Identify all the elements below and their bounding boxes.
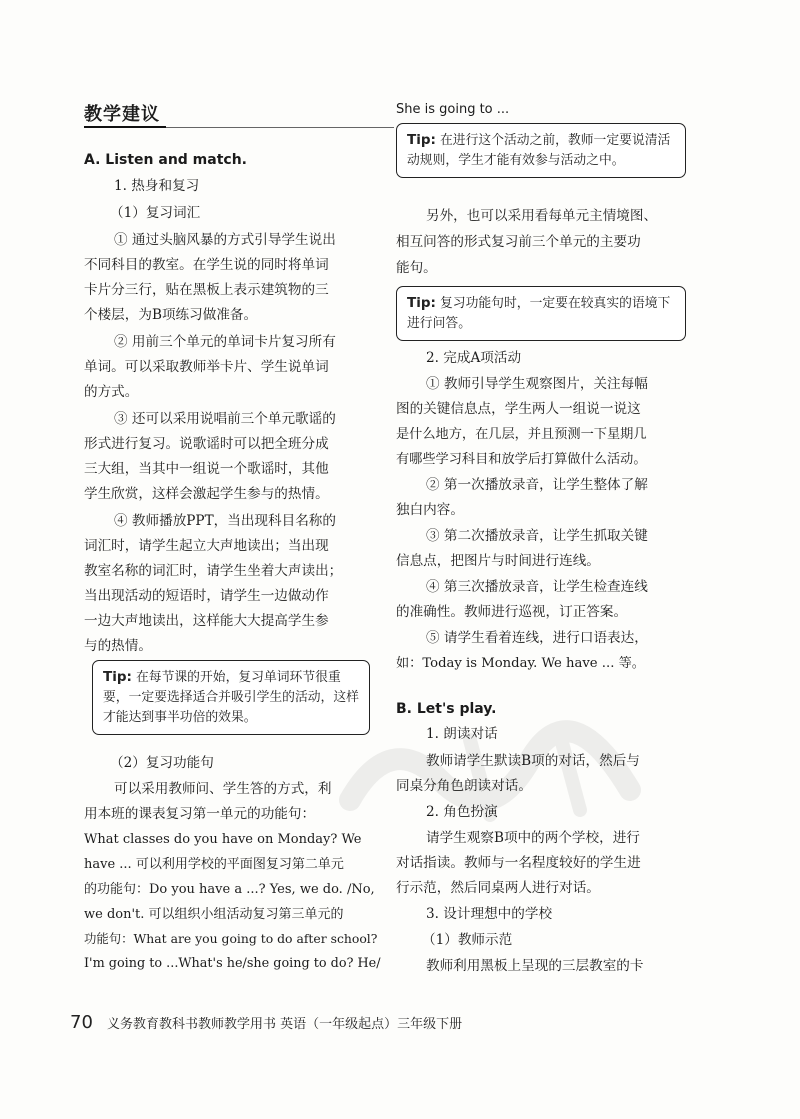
left-line: 不同科目的教室。在学生说的同时将单词 — [84, 257, 329, 273]
left-line: 功能句：What are you going to do after school? — [84, 931, 378, 946]
right-line: 能句。 — [396, 260, 437, 276]
left-line: 三大组，当其中一组说一个歌谣时，其他 — [84, 461, 329, 477]
left-line: we don't. 可以组织小组活动复习第三单元的 — [84, 907, 344, 922]
left-line: 卡片分三行，贴在黑板上表示建筑物的三 — [84, 282, 329, 298]
tip-box — [396, 286, 686, 341]
section-title-underline-thick — [84, 126, 166, 128]
right-line: 独白内容。 — [396, 502, 464, 518]
left-line: 当出现活动的短语时，请学生一边做动作 — [84, 588, 329, 604]
left-line: ④ 教师播放PPT，当出现科目名称的 — [114, 513, 336, 529]
right-line: ① 教师引导学生观察图片，关注每幅 — [426, 376, 648, 392]
right-line: 3. 设计理想中的学校 — [426, 906, 553, 922]
left-line: 形式进行复习。说歌谣时可以把全班分成 — [84, 436, 329, 452]
left-line: 单词。可以采取教师举卡片、学生说单词 — [84, 359, 329, 375]
tip-text: 复习功能句时，一定要在较真实的语境下进行问答。 — [407, 296, 671, 331]
left-line: （1）复习词汇 — [110, 205, 201, 221]
heading-b: B. Let's play. — [396, 701, 497, 717]
left-line: 的方式。 — [84, 384, 139, 400]
right-line: （1）教师示范 — [422, 932, 513, 948]
book-title: 义务教育教科书教师教学用书 英语（一年级起点）三年级下册 — [107, 1017, 463, 1032]
right-line: 同桌分角色朗读对话。 — [396, 778, 532, 794]
right-line: ② 第一次播放录音，让学生整体了解 — [426, 477, 648, 493]
right-line: 有哪些学习科目和放学后打算做什么活动。 — [396, 452, 647, 467]
right-line: 行示范，然后同桌两人进行对话。 — [396, 880, 600, 896]
right-line: 另外，也可以采用看每单元主情境图、 — [426, 208, 658, 224]
page-footer — [70, 1012, 462, 1033]
left-line: 一边大声地读出，这样能大大提高学生参 — [84, 613, 329, 629]
right-line: 如：Today is Monday. We have ... 等。 — [396, 656, 645, 671]
tip-box — [92, 660, 370, 735]
page-number: 70 — [70, 1012, 93, 1033]
right-line: 2. 角色扮演 — [426, 804, 498, 820]
tip-label: Tip: — [407, 132, 436, 148]
left-line: 1. 热身和复习 — [114, 178, 200, 194]
heading-a: A. Listen and match. — [84, 152, 247, 168]
right-line: 教师请学生默读B项的对话，然后与 — [426, 753, 640, 769]
right-line: ⑤ 请学生看着连线，进行口语表达， — [426, 630, 648, 646]
section-title-underline-thin — [166, 127, 394, 128]
left-line: ② 用前三个单元的单词卡片复习所有 — [114, 334, 336, 350]
tip-label: Tip: — [103, 669, 132, 685]
right-line: 是什么地方，在几层，并且预测一下星期几 — [396, 427, 647, 442]
left-line: （2）复习功能句 — [110, 755, 214, 771]
section-title: 教学建议 — [84, 104, 160, 125]
right-line: ④ 第三次播放录音，让学生检查连线 — [426, 579, 648, 595]
tip-box — [396, 123, 686, 178]
left-line: 可以采用教师问、学生答的方式，利 — [114, 781, 332, 797]
right-line: 相互问答的形式复习前三个单元的主要功 — [396, 234, 641, 250]
right-line: She is going to ... — [396, 102, 510, 117]
left-line: I'm going to ...What's he/she going to do? He/ — [84, 956, 381, 971]
right-line: 教师利用黑板上呈现的三层教室的卡 — [426, 958, 644, 974]
left-line: 与的热情。 — [84, 638, 152, 654]
left-line: have ... 可以利用学校的平面图复习第二单元 — [84, 857, 344, 872]
right-line: 请学生观察B项中的两个学校，进行 — [426, 830, 640, 846]
right-line: 图的关键信息点，学生两人一组说一说这 — [396, 401, 641, 417]
left-line: 词汇时，请学生起立大声地读出；当出现 — [84, 538, 329, 554]
left-line: 的功能句：Do you have a ...? Yes, we do. /No, — [84, 882, 375, 897]
left-line: 个楼层，为B项练习做准备。 — [84, 307, 258, 323]
watermark-graphic — [330, 720, 690, 830]
right-line: 信息点，把图片与时间进行连线。 — [396, 553, 600, 569]
left-line: What classes do you have on Monday? We — [84, 832, 362, 847]
left-line: 用本班的课表复习第一单元的功能句： — [84, 806, 316, 822]
tip-text: 在进行这个活动之前，教师一定要说清活动规则，学生才能有效参与活动之中。 — [407, 133, 671, 168]
right-line: 的准确性。教师进行巡视，订正答案。 — [396, 604, 628, 620]
left-line: ① 通过头脑风暴的方式引导学生说出 — [114, 232, 336, 248]
left-line: 学生欣赏，这样会激起学生参与的热情。 — [84, 486, 329, 502]
right-line: 2. 完成A项活动 — [426, 350, 522, 366]
right-line: 1. 朗读对话 — [426, 726, 498, 742]
tip-label: Tip: — [407, 295, 436, 311]
left-line: ③ 还可以采用说唱前三个单元歌谣的 — [114, 411, 336, 427]
right-line: 对话指读。教师与一名程度较好的学生进 — [396, 855, 641, 871]
left-line: 教室名称的词汇时，请学生坐着大声读出； — [84, 563, 343, 579]
right-line: ③ 第二次播放录音，让学生抓取关键 — [426, 528, 648, 544]
tip-text: 在每节课的开始，复习单词环节很重要，一定要选择适合并吸引学生的活动，这样才能达到事半功倍的效果。 — [103, 670, 359, 725]
